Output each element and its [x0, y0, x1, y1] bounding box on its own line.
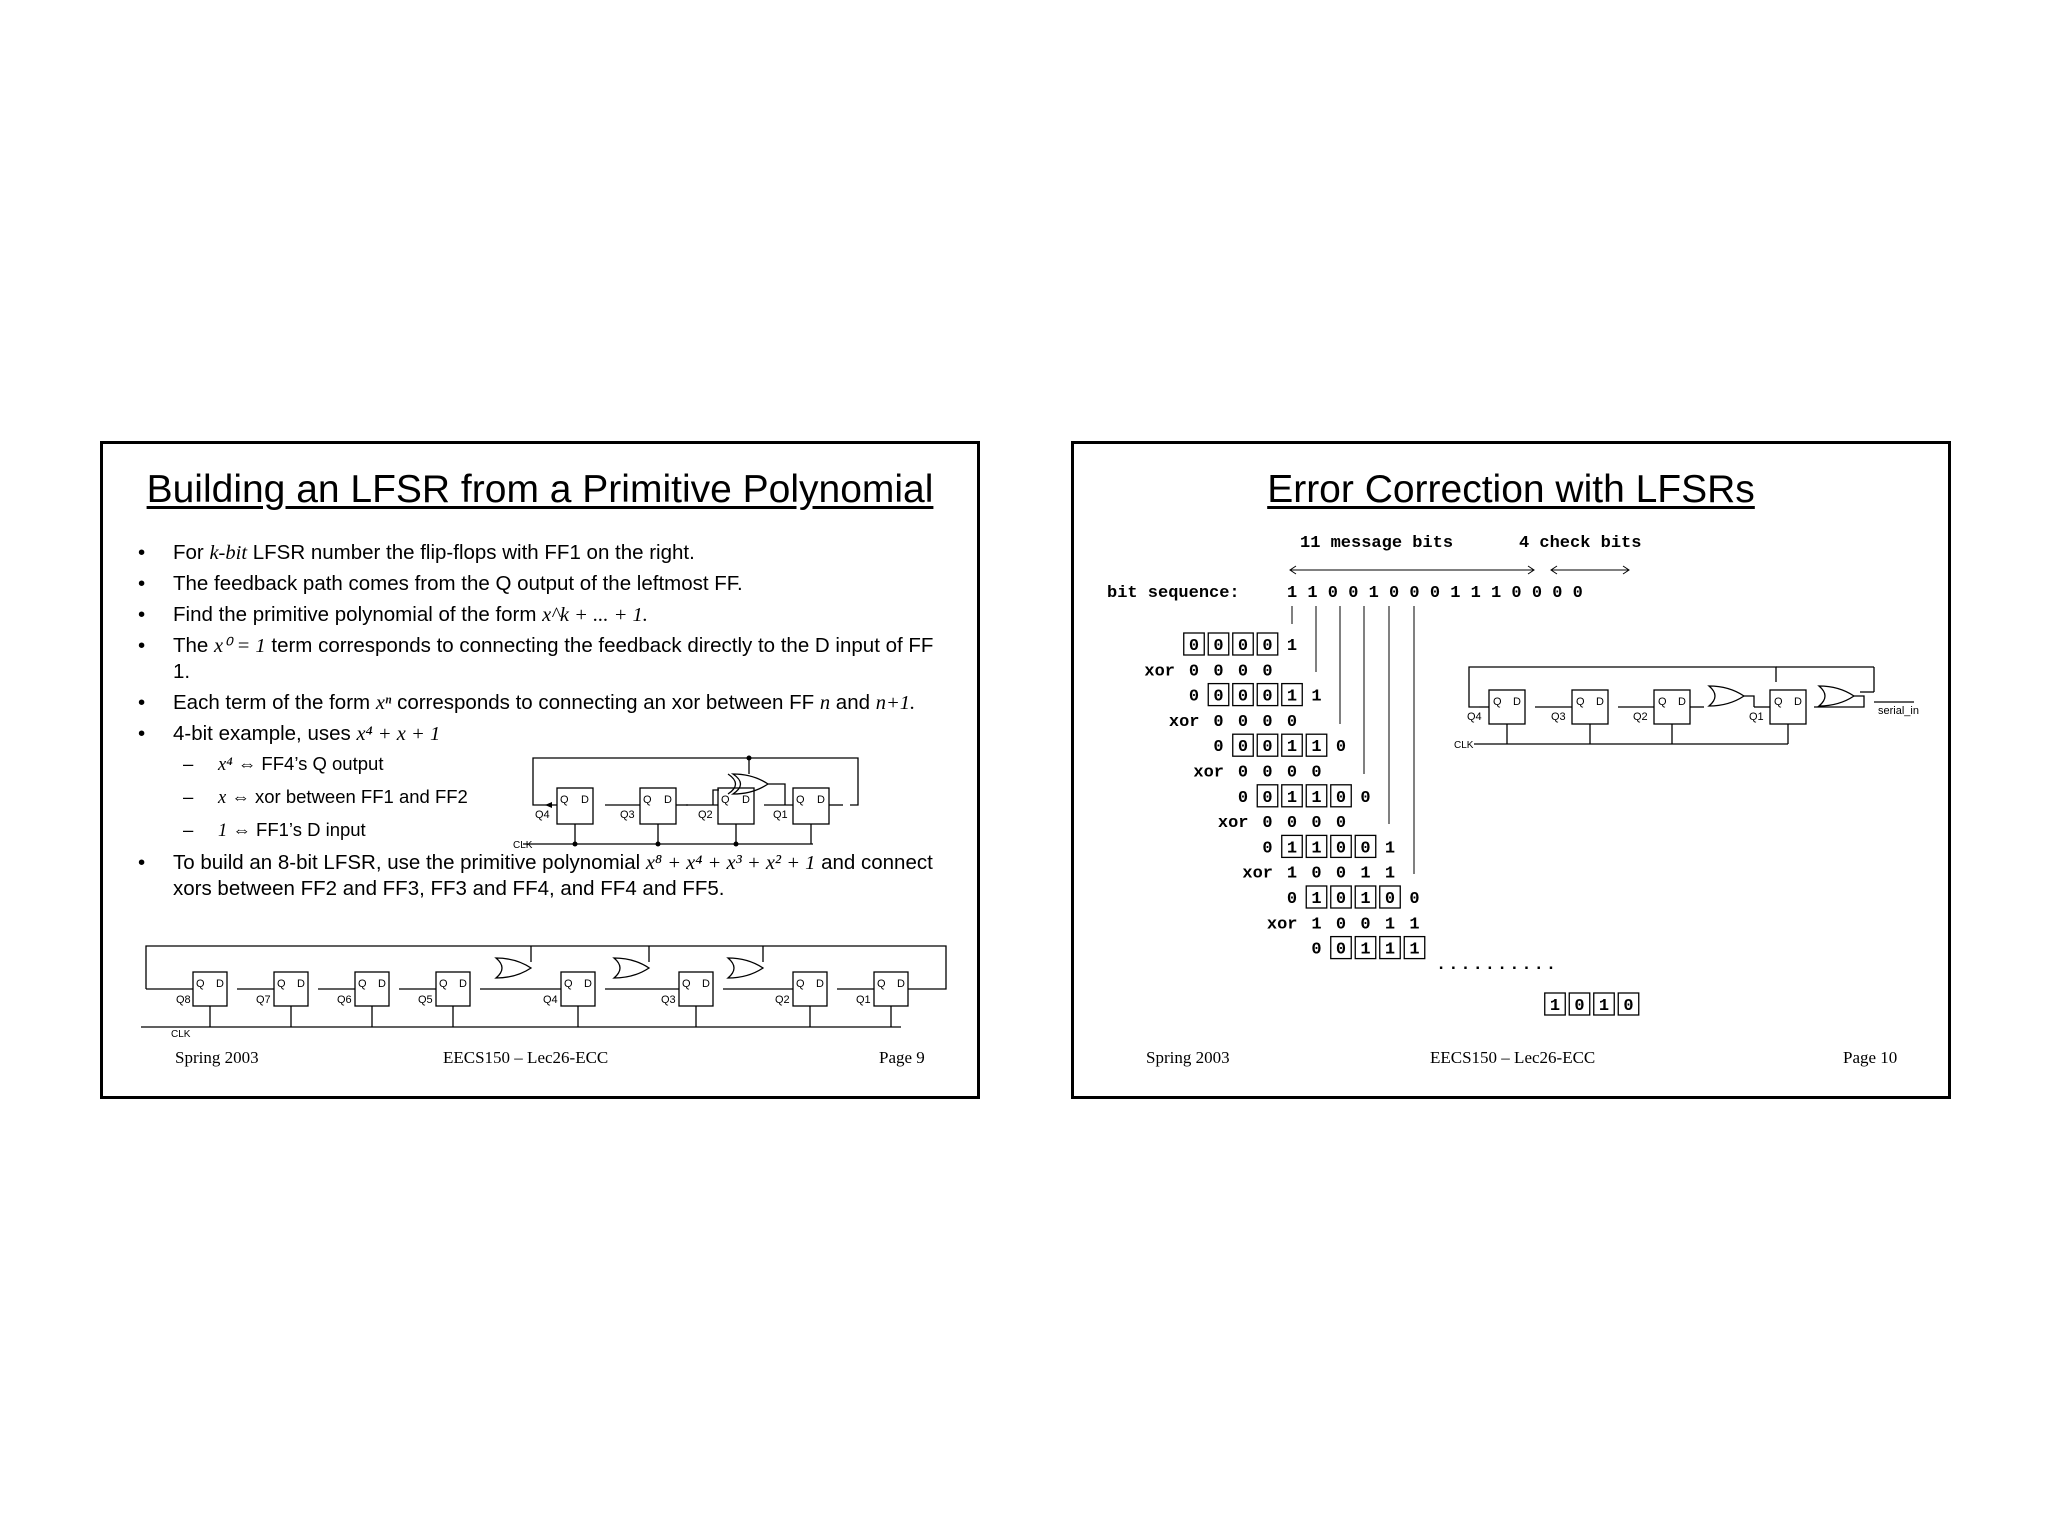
svg-text:Q2: Q2 [775, 994, 790, 1006]
xor-bit: 0 [1311, 864, 1322, 884]
bullet-item: • Find the primitive polynomial of the form x^k + ... + 1. [133, 602, 953, 628]
svg-text:D: D [297, 978, 305, 990]
register-bit: 0 [1262, 738, 1273, 758]
sub-item: – x ⇔ xor between FF1 and FF2 [173, 784, 953, 811]
svg-text:Q: Q [277, 978, 286, 990]
register-bit: 1 [1360, 940, 1371, 960]
svg-text:D: D [817, 794, 825, 806]
xor-bit: 0 [1188, 662, 1200, 682]
lfsr-8bit-diagram [141, 944, 951, 1039]
shifted-bit: 0 [1188, 687, 1200, 707]
register-bit: 1 [1286, 687, 1298, 707]
xor-label: xor [1217, 814, 1249, 834]
register-bit: 0 [1335, 890, 1347, 909]
xor-bit: 0 [1311, 814, 1322, 834]
svg-text:D: D [664, 794, 672, 806]
xor-bit: 0 [1286, 814, 1298, 834]
svg-text:Q: Q [877, 978, 886, 990]
svg-text:serial_in: serial_in [1878, 705, 1919, 717]
register-bit: 1 [1286, 738, 1298, 758]
shifted-bit: 0 [1213, 738, 1224, 758]
svg-text:D: D [816, 978, 824, 990]
svg-text:Q: Q [439, 978, 448, 990]
register-bit: 1 [1286, 788, 1298, 808]
footer-term: Spring 2003 [175, 1048, 259, 1067]
register-bit: 1 [1598, 997, 1610, 1016]
next-input-bit: 1 [1286, 637, 1298, 656]
xor-bit: 0 [1311, 763, 1322, 783]
xor-bit: 1 [1286, 864, 1298, 884]
message-bits-label: 11 message bits [1300, 534, 1454, 553]
xor-bit: 0 [1262, 662, 1273, 682]
xor-label: xor [1144, 662, 1176, 682]
xor-label: xor [1168, 712, 1200, 732]
register-bit: 1 [1311, 890, 1322, 909]
svg-text:Q8: Q8 [176, 994, 191, 1006]
register-bit: 1 [1360, 890, 1371, 909]
footer-course: EECS150 – Lec26-ECC [443, 1048, 609, 1067]
svg-text:D: D [581, 794, 589, 806]
bullet-item: • The feedback path comes from the Q output of the leftmost FF. [133, 571, 953, 597]
footer-term: Spring 2003 [1146, 1048, 1230, 1067]
bullet-item: • Each term of the form xⁿ corresponds to connecting an xor between FF n and n+1. [133, 690, 953, 716]
xor-bit: 0 [1335, 915, 1347, 935]
register-bit: 0 [1335, 940, 1347, 960]
svg-text:Q7: Q7 [256, 994, 271, 1006]
xor-bit: 0 [1335, 864, 1347, 884]
svg-text:D: D [742, 794, 750, 806]
svg-text:D: D [1513, 696, 1521, 708]
next-input-bit: 1 [1384, 839, 1396, 859]
svg-text:D: D [1678, 696, 1686, 708]
svg-text:Q2: Q2 [1633, 711, 1648, 723]
shifted-bit: 0 [1286, 890, 1298, 909]
register-bit: 0 [1384, 890, 1396, 909]
next-input-bit: 0 [1335, 738, 1347, 758]
register-bit: 1 [1384, 940, 1396, 960]
shifted-bit: 0 [1262, 839, 1273, 859]
xor-label: xor [1266, 915, 1298, 935]
slide-title: Building an LFSR from a Primitive Polynomial [146, 468, 934, 511]
next-input-bit: 0 [1409, 890, 1420, 909]
xor-bit: 0 [1286, 712, 1298, 732]
svg-text:D: D [1596, 696, 1604, 708]
svg-text:Q4: Q4 [1467, 711, 1482, 723]
svg-text:Q: Q [721, 794, 730, 806]
register-bit: 1 [1311, 839, 1322, 859]
xor-bit: 0 [1237, 763, 1249, 783]
bit-sequence-value: 1 1 0 0 1 0 0 0 1 1 1 0 0 0 0 [1287, 584, 1583, 603]
register-bit: 0 [1188, 637, 1200, 656]
register-bit: 0 [1335, 839, 1347, 859]
svg-text:D: D [1794, 696, 1802, 708]
svg-text:D: D [897, 978, 905, 990]
register-bit: 1 [1409, 940, 1420, 960]
svg-text:Q: Q [1774, 696, 1783, 708]
register-bit: 1 [1311, 738, 1322, 758]
ellipsis: .......... [1436, 956, 1559, 975]
svg-text:D: D [216, 978, 224, 990]
svg-text:D: D [378, 978, 386, 990]
xor-bit: 0 [1262, 814, 1273, 834]
xor-bit: 0 [1213, 712, 1224, 732]
check-bits-label: 4 check bits [1519, 534, 1642, 553]
next-input-bit: 0 [1360, 788, 1371, 808]
register-bit: 1 [1549, 997, 1561, 1016]
svg-text:Q3: Q3 [1551, 711, 1566, 723]
svg-text:Q: Q [560, 794, 569, 806]
svg-text:D: D [702, 978, 710, 990]
lfsr-serial-diagram [1454, 662, 1934, 772]
bullet-item: • For k-bit LFSR number the flip-flops with FF1 on the right. [133, 540, 953, 566]
footer-page-number: Page 9 [879, 1048, 925, 1067]
xor-label: xor [1242, 864, 1274, 884]
sub-item: – 1 ⇔ FF1’s D input [173, 817, 953, 844]
xor-bit: 1 [1384, 864, 1396, 884]
svg-text:Q: Q [358, 978, 367, 990]
footer-course: EECS150 – Lec26-ECC [1430, 1048, 1596, 1067]
slide-title: Error Correction with LFSRs [1267, 468, 1755, 511]
register-bit: 0 [1262, 788, 1273, 808]
register-bit: 0 [1262, 637, 1273, 656]
slide-page-9 [100, 441, 980, 1099]
svg-text:Q: Q [643, 794, 652, 806]
register-bit: 0 [1262, 687, 1273, 707]
xor-bit: 0 [1335, 814, 1347, 834]
register-bit: 0 [1213, 687, 1224, 707]
svg-text:D: D [459, 978, 467, 990]
register-bit: 1 [1286, 839, 1298, 859]
svg-text:Q1: Q1 [773, 809, 788, 821]
svg-text:D: D [584, 978, 592, 990]
bullet-item: • To build an 8-bit LFSR, use the primitive polynomial x⁸ + x⁴ + x³ + x² + 1 and connect xors between FF2 and FF3, FF3 and FF4, and FF4 and FF5. [133, 850, 953, 902]
svg-text:Q1: Q1 [1749, 711, 1764, 723]
bit-sequence-label: bit sequence: [1107, 584, 1240, 603]
shifted-bit: 0 [1237, 788, 1249, 808]
svg-text:CLK: CLK [1454, 740, 1474, 751]
footer-page-number: Page 10 [1843, 1048, 1898, 1067]
register-bit: 0 [1237, 687, 1249, 707]
svg-text:Q: Q [1493, 696, 1502, 708]
register-bit: 0 [1237, 738, 1249, 758]
svg-text:Q: Q [196, 978, 205, 990]
lfsr-4bit-diagram [513, 750, 923, 860]
register-bit: 0 [1360, 839, 1371, 859]
svg-text:Q: Q [1658, 696, 1667, 708]
svg-text:CLK: CLK [513, 840, 533, 851]
sub-item: – x⁴ ⇔ FF4’s Q output [173, 751, 953, 778]
next-input-bit: 1 [1311, 687, 1322, 707]
register-bit: 0 [1574, 997, 1585, 1016]
svg-text:Q1: Q1 [856, 994, 871, 1006]
register-bit: 0 [1213, 637, 1224, 656]
xor-bit: 0 [1262, 763, 1273, 783]
xor-bit: 0 [1286, 763, 1298, 783]
xor-label: xor [1193, 763, 1225, 783]
svg-text:Q: Q [564, 978, 573, 990]
register-bit: 0 [1237, 637, 1249, 656]
svg-text:Q4: Q4 [535, 809, 550, 821]
svg-text:Q: Q [1576, 696, 1585, 708]
xor-bit: 1 [1384, 915, 1396, 935]
svg-text:Q6: Q6 [337, 994, 352, 1006]
xor-bit: 1 [1409, 915, 1420, 935]
xor-bit: 0 [1237, 712, 1249, 732]
svg-text:CLK: CLK [171, 1029, 191, 1040]
shifted-bit: 0 [1311, 940, 1322, 960]
register-bit: 1 [1311, 788, 1322, 808]
svg-text:Q: Q [682, 978, 691, 990]
xor-bit: 0 [1237, 662, 1249, 682]
register-bit: 0 [1623, 997, 1634, 1016]
xor-bit: 0 [1360, 915, 1371, 935]
xor-bit: 0 [1213, 662, 1224, 682]
svg-text:Q4: Q4 [543, 994, 558, 1006]
bullet-item: • 4-bit example, uses x⁴ + x + 1 – x⁴ ⇔ FF4’s Q output – x ⇔ xor between FF1 and FF2 – 1 ⇔ FF1’s D input [133, 721, 953, 844]
xor-bit: 1 [1311, 915, 1322, 935]
xor-bit: 1 [1360, 864, 1371, 884]
register-bit: 0 [1335, 788, 1347, 808]
slide-page-10 [1071, 441, 1951, 1099]
svg-text:Q5: Q5 [418, 994, 433, 1006]
xor-bit: 0 [1262, 712, 1273, 732]
svg-text:Q: Q [796, 978, 805, 990]
svg-text:Q: Q [796, 794, 805, 806]
bullet-item: • The x⁰ = 1 term corresponds to connecting the feedback directly to the D input of FF 1. [133, 633, 953, 685]
svg-text:Q3: Q3 [620, 809, 635, 821]
svg-text:Q3: Q3 [661, 994, 676, 1006]
svg-text:Q2: Q2 [698, 809, 713, 821]
